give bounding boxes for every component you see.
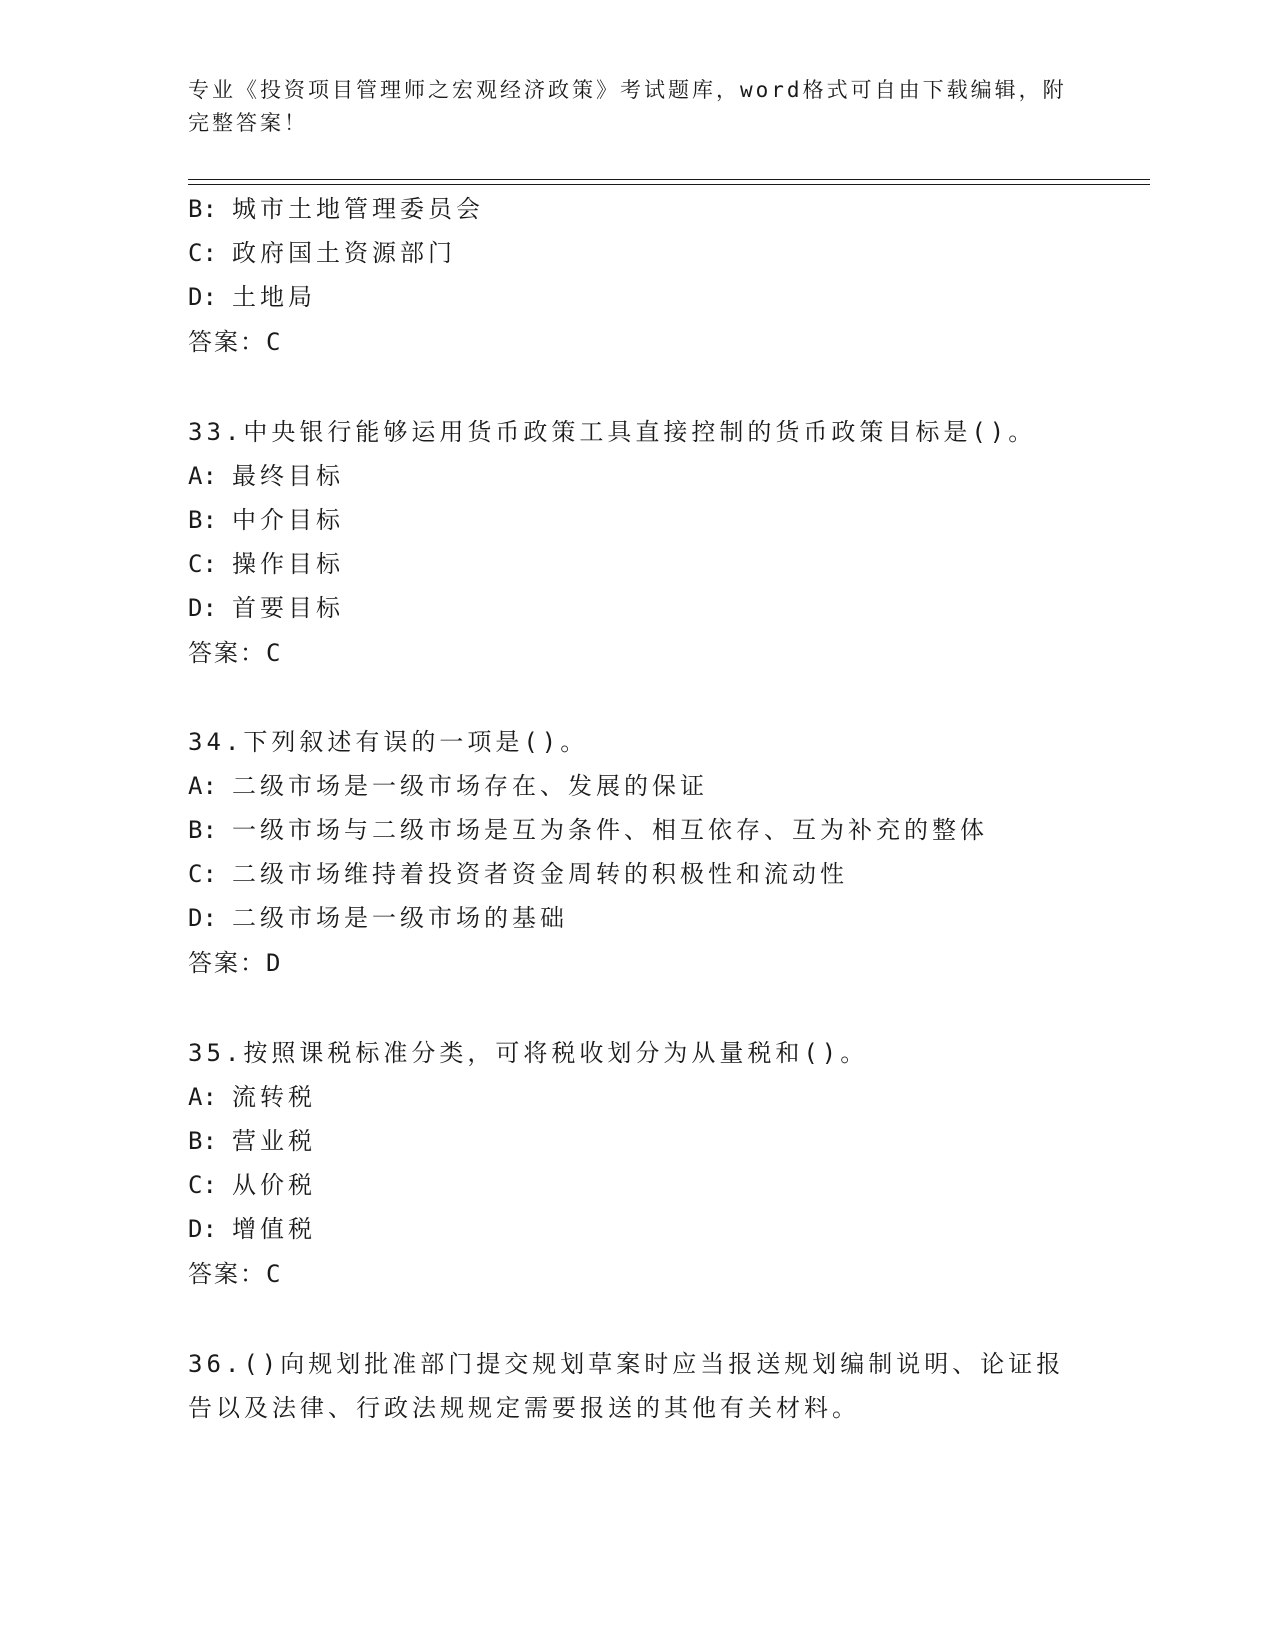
- option-c: C: 政府国土资源部门: [188, 239, 456, 267]
- question-35-stem: 35.按照课税标准分类，可将税收划分为从量税和()。: [188, 1039, 869, 1067]
- answer-line: 答案：C: [188, 328, 282, 356]
- option-b: B: 城市土地管理委员会: [188, 195, 484, 223]
- question-34-stem: 34.下列叙述有误的一项是()。: [188, 728, 589, 756]
- question-34-option-a: A: 二级市场是一级市场存在、发展的保证: [188, 772, 708, 800]
- question-33-option-d: D: 首要目标: [188, 594, 344, 622]
- question-33-answer: 答案：C: [188, 639, 282, 667]
- question-35-option-a: A: 流转税: [188, 1083, 316, 1111]
- question-33-option-c: C: 操作目标: [188, 550, 344, 578]
- question-35-option-c: C: 从价税: [188, 1171, 316, 1199]
- question-36-stem-line-1: 36.()向规划批准部门提交规划草案时应当报送规划编制说明、论证报: [188, 1350, 1065, 1378]
- option-d: D: 土地局: [188, 283, 316, 311]
- header-divider-top: [188, 179, 1150, 180]
- question-35-option-b: B: 营业税: [188, 1127, 316, 1155]
- header-divider-bottom: [188, 184, 1150, 185]
- question-34-option-c: C: 二级市场维持着投资者资金周转的积极性和流动性: [188, 860, 848, 888]
- question-33-stem: 33.中央银行能够运用货币政策工具直接控制的货币政策目标是()。: [188, 418, 1037, 446]
- question-36-stem-line-2: 告以及法律、行政法规规定需要报送的其他有关材料。: [188, 1394, 860, 1422]
- document-header: 专业《投资项目管理师之宏观经济政策》考试题库，word格式可自由下载编辑，附完整答案！: [188, 78, 1067, 135]
- question-35-answer: 答案：C: [188, 1260, 282, 1288]
- question-34-option-b: B: 一级市场与二级市场是互为条件、相互依存、互为补充的整体: [188, 816, 988, 844]
- question-35-option-d: D: 增值税: [188, 1215, 316, 1243]
- question-34-option-d: D: 二级市场是一级市场的基础: [188, 904, 568, 932]
- question-33-option-b: B: 中介目标: [188, 506, 344, 534]
- question-34-answer: 答案：D: [188, 949, 282, 977]
- question-33-option-a: A: 最终目标: [188, 462, 344, 490]
